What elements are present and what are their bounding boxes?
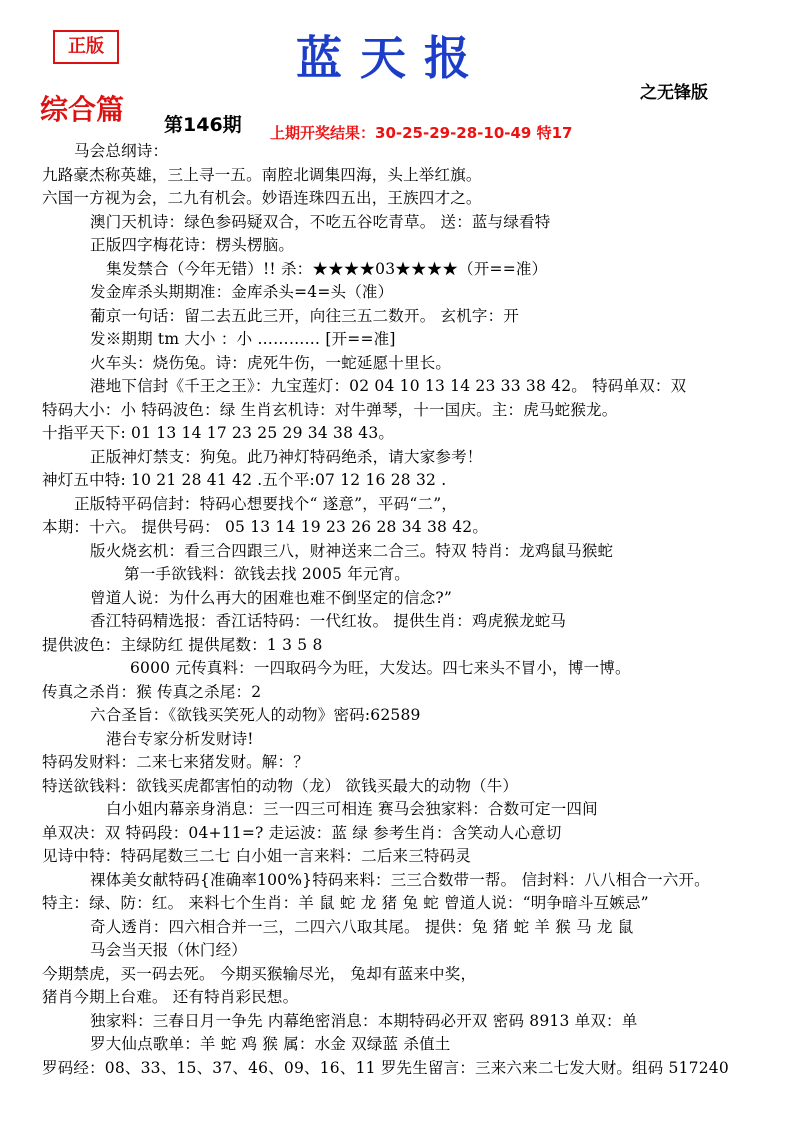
text-line: 六国一方视为会，二九有机会。妙语连珠四五出，王族四才之。 <box>42 189 482 207</box>
text-line: 正版特平码信封：特码心想要找个“ 遂意”，平码“二”， <box>74 494 458 513</box>
text-line: 火车头：烧伤兔。诗：虎死牛伤，一蛇延愿十里长。 <box>90 353 452 372</box>
last-draw-result: 上期开奖结果：30-25-29-28-10-49 特17 <box>270 124 573 142</box>
text-line: 特送欲钱料：欲钱买虎都害怕的动物（龙） 欲钱买最大的动物（牛） <box>42 776 519 795</box>
text-line: 特码大小：小 特码波色：绿 生肖玄机诗：对牛弹琴，十一国庆。主：虎马蛇猴龙。 <box>42 400 618 419</box>
text-line: 罗码经：08、33、15、37、46、09、16、11 罗先生留言：三来六来二七发大财。组码 517240 <box>42 1058 729 1077</box>
text-line: 特主：绿、防：红。 来料七个生肖：羊 鼠 蛇 龙 猪 兔 蛇 曾道人说：“明争暗斗互嫉忌” <box>42 894 649 912</box>
issue-number: 第146期 <box>164 114 242 136</box>
text-line: 传真之杀肖：猴 传真之杀尾：2 <box>42 682 262 701</box>
text-line: 提供波色：主绿防红 提供尾数：1 3 5 8 <box>42 635 323 654</box>
text-line: 九路豪杰称英雄，三上寻一五。南腔北调集四海，头上举红旗。 <box>42 165 482 184</box>
text-line: 发※期期 tm 大小 ：小 ………… [开==准] <box>90 330 396 348</box>
text-line: 香江特码精选报：香江话特码：一代红妆。 提供生肖：鸡虎猴龙蛇马 <box>90 612 567 630</box>
text-line: 澳门天机诗：绿色参码疑双合，不吃五谷吃青草。 送：蓝与绿看特 <box>90 212 551 231</box>
text-line: 正版神灯禁支：狗兔。此乃神灯特码绝杀，请大家参考！ <box>90 447 483 466</box>
text-line: 六合圣旨：《欲钱买笑死人的动物》密码:62589 <box>90 706 421 724</box>
text-line: 港地下信封《千王之王》：九宝莲灯：02 04 10 13 14 23 33 38 42。 特码单双：双 <box>90 377 687 395</box>
text-line: 集发禁合（今年无错）!! 杀：★★★★03★★★★（开==准） <box>106 259 548 278</box>
text-line: 裸体美女献特码{准确率100%}特码来料：三三合数带一帮。 信封料：八八相合一六开。 <box>90 870 710 889</box>
text-line: 第一手欲钱料：欲钱去找 2005 年元宵。 <box>124 565 411 583</box>
text-line: 神灯五中特: 10 21 28 41 42 .五个平:07 12 16 28 32 . <box>42 471 447 489</box>
body-text <box>0 140 793 1080</box>
text-line: 十指平天下: 01 13 14 17 23 25 29 34 38 43。 <box>42 424 395 442</box>
text-line: 6000 元传真料：一四取码今为旺，大发达。四七来头不冒小，博一博。 <box>130 659 631 677</box>
text-line: 马会总纲诗： <box>74 142 169 160</box>
text-line: 猪肖今期上台难。 还有特肖彩民想。 <box>42 988 299 1006</box>
text-line: 今期禁虎，买一码去死。 今期买猴输尽光， 兔却有蓝来中奖， <box>42 964 477 983</box>
text-line: 单双决：双 特码段：04+11=? 走运波：蓝 绿 参考生肖：含笑动人心意切 <box>42 823 562 842</box>
text-line: 特码发财料：二来七来猪发财。解：？ <box>42 753 309 771</box>
text-line: 曾道人说：为什么再大的困难也难不倒坚定的信念?” <box>90 588 453 607</box>
text-line: 独家料：三春日月一争先 内幕绝密消息：本期特码必开双 密码 8913 单双：单 <box>90 1011 638 1030</box>
edition-label: 之无锋版 <box>640 83 708 103</box>
text-line: 见诗中特：特码尾数三二七 白小姐一言来料：二后来三特码灵 <box>42 847 472 865</box>
text-line: 葡京一句话：留二去五此三开，向往三五二数开。 玄机字：开 <box>90 306 520 325</box>
text-line: 奇人透肖：四六相合并一三，二四六八取其尾。 提供：兔 猪 蛇 羊 猴 马 龙 鼠 <box>90 917 634 936</box>
section-heading: 综合篇 <box>40 93 125 126</box>
text-line: 马会当天报（休门经） <box>90 941 248 959</box>
text-line: 港台专家分析发财诗! <box>106 729 254 748</box>
text-line: 罗大仙点歌单：羊 蛇 鸡 猴 属：水金 双绿蓝 杀值土 <box>90 1035 451 1053</box>
text-line: 发金库杀头期期准：金库杀头=4=头（准） <box>90 283 394 301</box>
newspaper-title: 蓝天报 <box>296 31 488 85</box>
text-line: 本期：十六。 提供号码： 05 13 14 19 23 26 28 34 38 42。 <box>42 518 489 536</box>
text-line: 正版四字梅花诗：楞头楞脑。 <box>90 236 295 254</box>
text-line: 版火烧玄机：看三合四跟三八，财神送来二合三。特双 特肖：龙鸡鼠马猴蛇 <box>90 541 614 560</box>
text-line: 白小姐内幕亲身消息：三一四三可相连 赛马会独家料：合数可定一四间 <box>106 800 598 818</box>
genuine-edition-badge: 正版 <box>53 30 119 64</box>
